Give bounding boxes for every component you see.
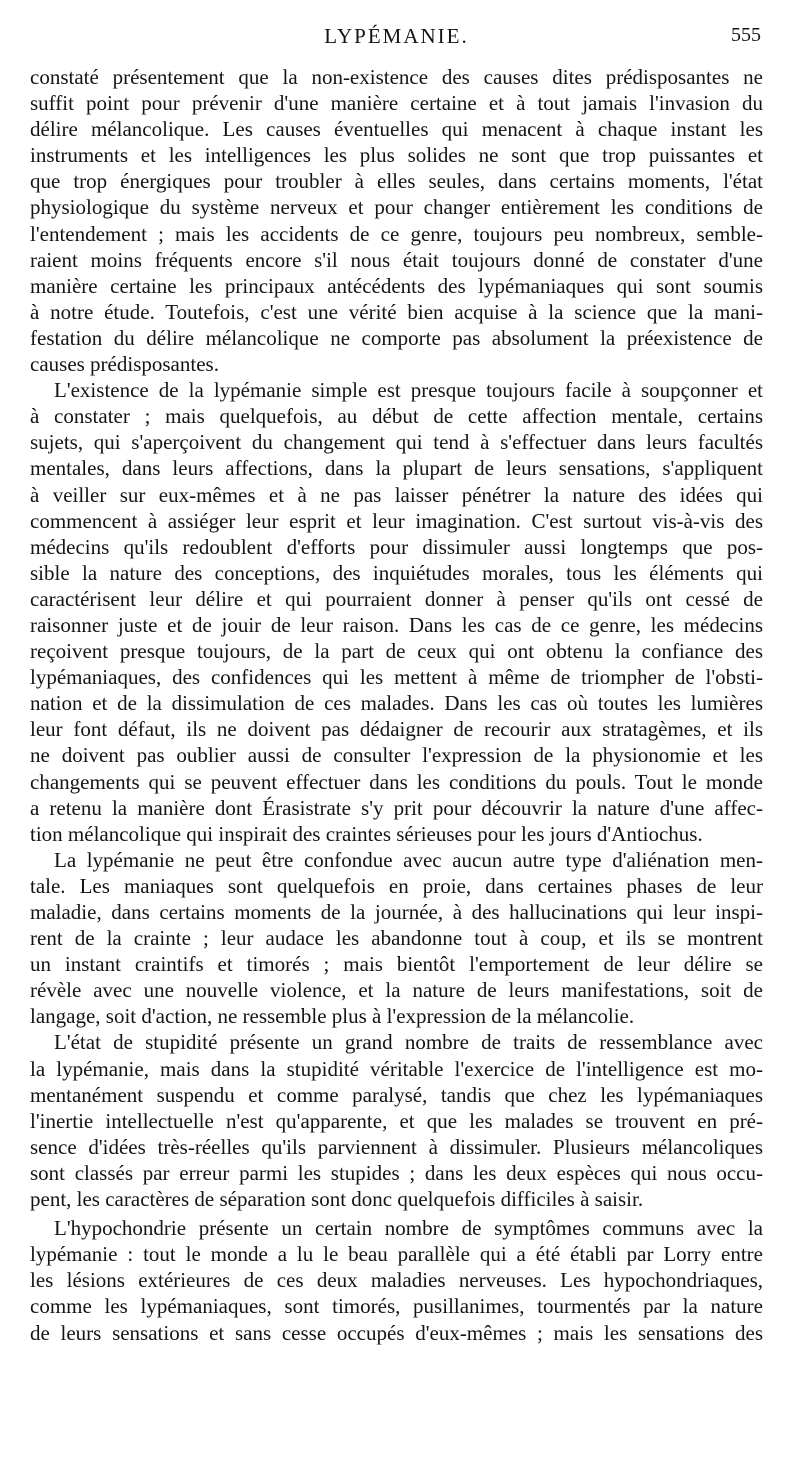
text-line: maladie, dans certains moments de la journée, à des hallucinations qui leur inspi- xyxy=(30,900,763,924)
text-line: L'état de stupidité présente un grand nombre de traits de ressemblance avec xyxy=(54,1030,763,1055)
text-line: raisonner juste et de jouir de leur raison. Dans les cas de ce genre, les médecins xyxy=(30,612,763,637)
text-line: commencent à assiéger leur esprit et leur imagination. C'est surtout vis-à-vis des xyxy=(30,508,763,533)
text-line: changements qui se peuvent effectuer dans les conditions du pouls. Tout le monde xyxy=(30,769,763,794)
text-line: de leurs sensations et sans cesse occupés d'eux-mêmes ; mais les sensations des xyxy=(30,1320,763,1345)
text-line: mentales, dans leurs affections, dans la plupart de leurs sensations, s'appliquent xyxy=(30,456,763,481)
text-line: L'existence de la lypémanie simple est presque toujours facile à soupçonner et xyxy=(54,378,763,403)
paragraph xyxy=(30,1215,763,1345)
text-line: ne doivent pas oublier aussi de consulter l'expression de la physionomie et les xyxy=(30,743,763,768)
text-line: que trop énergiques pour troubler à elles seules, dans certains moments, l'état xyxy=(30,169,763,194)
text-line: suffit point pour prévenir d'une manière certaine et à tout jamais l'invasion du xyxy=(30,91,763,116)
text-line: mentanément suspendu et comme paralysé, tandis que chez les lypémaniaques xyxy=(30,1082,763,1107)
text-line: L'hypochondrie présente un certain nombre de symptômes communs avec la xyxy=(54,1216,763,1241)
text-line: sont classés par erreur parmi les stupides ; dans les deux espèces qui nous occu- xyxy=(30,1160,763,1185)
text-line: manière certaine les principaux antécédents des lypémaniaques qui sont soumis xyxy=(30,273,763,298)
text-line: à veiller sur eux-mêmes et à ne pas laisser pénétrer la nature des idées qui xyxy=(30,482,763,507)
book-page xyxy=(30,0,763,1466)
text-line: La lypémanie ne peut être confondue avec aucun autre type d'aliénation men- xyxy=(54,847,763,872)
text-line: l'entendement ; mais les accidents de ce genre, toujours peu nombreux, semble- xyxy=(30,221,763,246)
running-head xyxy=(30,24,763,54)
text-line: comme les lypémaniaques, sont timorés, pusillanimes, tourmentés par la nature xyxy=(30,1294,763,1319)
text-line: reçoivent presque toujours, de la part de ceux qui ont obtenu la confiance des xyxy=(30,639,763,664)
text-line: pent, les caractères de séparation sont donc quelquefois difficiles à saisir. xyxy=(30,1187,644,1212)
text-line: les lésions extérieures de ces deux maladies nerveuses. Les hypochondriaques, xyxy=(30,1268,763,1293)
text-line: tale. Les maniaques sont quelquefois en proie, dans certaines phases de leur xyxy=(30,873,763,898)
text-line: leur font défaut, ils ne doivent pas dédaigner de recourir aux stratagèmes, et ils xyxy=(30,717,763,742)
text-line: révèle avec une nouvelle violence, et la nature de leurs manifestations, soit de xyxy=(30,978,763,1003)
paragraph xyxy=(30,377,763,847)
text-line: physiologique du système nerveux et pour changer entièrement les conditions de xyxy=(30,195,763,220)
text-line: raient moins fréquents encore s'il nous était toujours donné de constater d'une xyxy=(30,247,763,272)
text-line: la lypémanie, mais dans la stupidité véritable l'exercice de l'intelligence est mo- xyxy=(30,1056,763,1081)
text-line: lypémanie : tout le monde a lu le beau parallèle qui a été établi par Lorry entre xyxy=(30,1242,763,1267)
text-line: délire mélancolique. Les causes éventuelles qui menacent à chaque instant les xyxy=(30,117,763,142)
text-line: langage, soit d'action, ne ressemble plus à l'expression de la mélancolie. xyxy=(30,1004,635,1029)
text-line: sujets, qui s'aperçoivent du changement qui tend à s'effectuer dans leurs facultés xyxy=(30,430,763,455)
text-line: nation et de la dissimulation de ces malades. Dans les cas où toutes les lumières xyxy=(30,691,763,716)
text-line: un instant craintifs et timorés ; mais bientôt l'emportement de leur délire se xyxy=(30,952,763,977)
page-number: 555 xyxy=(731,24,761,46)
text-line: causes prédisposantes. xyxy=(30,352,219,377)
text-line: sible la nature des conceptions, des inquiétudes morales, tous les éléments qui xyxy=(30,560,763,585)
paragraph xyxy=(30,847,763,1030)
text-line: lypémaniaques, des confidences qui les mettent à même de triompher de l'obsti- xyxy=(30,665,763,690)
text-line: rent de la crainte ; leur audace les abandonne tout à coup, et ils se montrent xyxy=(30,926,763,951)
text-line: médecins qu'ils redoublent d'efforts pour dissimuler aussi longtemps que pos- xyxy=(30,534,763,559)
running-title: LYPÉMANIE. xyxy=(324,24,469,48)
text-line: tion mélancolique qui inspirait des craintes sérieuses pour les jours d'Antiochus. xyxy=(30,821,703,846)
text-line: festation du délire mélancolique ne comporte pas absolument la préexistence de xyxy=(30,325,763,350)
text-line: à notre étude. Toutefois, c'est une vérité bien acquise à la science que la mani- xyxy=(30,299,763,324)
text-line: à constater ; mais quelquefois, au début de cette affection mentale, certains xyxy=(30,404,763,429)
paragraph xyxy=(30,1029,763,1212)
text-line: instruments et les intelligences les plus solides ne sont que trop puissantes et xyxy=(30,143,763,168)
text-line: caractérisent leur délire et qui pourraient donner à penser qu'ils ont cessé de xyxy=(30,586,763,611)
paragraph xyxy=(30,64,763,377)
text-line: a retenu la manière dont Érasistrate s'y prit pour découvrir la nature d'une affec- xyxy=(30,795,763,820)
text-line: constaté présentement que la non-existence des causes dites prédisposantes ne xyxy=(30,65,763,89)
text-line: sence d'idées très-réelles qu'ils parviennent à dissimuler. Plusieurs mélancoliques xyxy=(30,1134,763,1159)
body-text xyxy=(30,64,763,1346)
text-line: l'inertie intellectuelle n'est qu'apparente, et que les malades se trouvent en pré- xyxy=(30,1108,763,1133)
